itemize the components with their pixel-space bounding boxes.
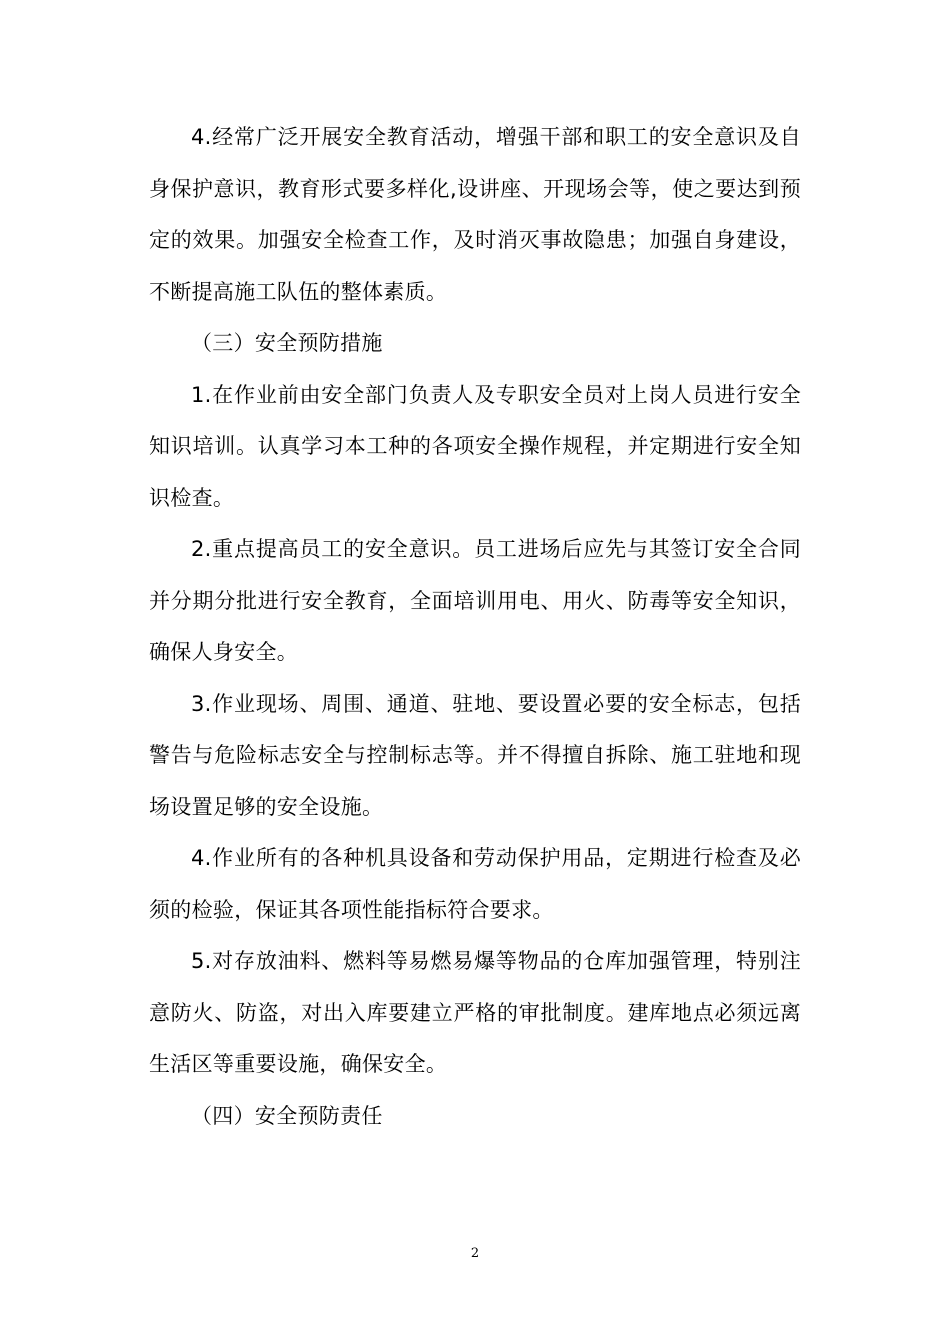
section-heading-safety-measures: （三）安全预防措施 bbox=[191, 331, 383, 355]
paragraph-pre-work-training: 1.在作业前由安全部门负责人及专职安全员对上岗人员进行安全知识培训。认真学习本工种的各项安全操作规程，并定期进行安全知识检查。 bbox=[149, 382, 801, 510]
document-body bbox=[149, 112, 801, 1142]
paragraph-education-activities: 4.经常广泛开展安全教育活动，增强干部和职工的安全意识及自身保护意识，教育形式要多样化,设讲座、开现场会等，使之要达到预定的效果。加强安全检查工作，及时消灭事故隐患；加强自身建设，不断提高施工队伍的整体素质。 bbox=[149, 125, 801, 304]
paragraph-safety-awareness: 2.重点提高员工的安全意识。员工进场后应先与其签订安全合同并分期分批进行安全教育，全面培训用电、用火、防毒等安全知识，确保人身安全。 bbox=[149, 537, 801, 664]
paragraph-warehouse-management: 5.对存放油料、燃料等易燃易爆等物品的仓库加强管理，特别注意防火、防盗，对出入库要建立严格的审批制度。建库地点必须远离生活区等重要设施，确保安全。 bbox=[149, 949, 801, 1076]
section-heading-safety-responsibility: （四）安全预防责任 bbox=[191, 1103, 383, 1128]
paragraph-safety-signs: 3.作业现场、周围、通道、驻地、要设置必要的安全标志，包括警告与危险标志安全与控制标志等。并不得擅自拆除、施工驻地和现场设置足够的安全设施。 bbox=[149, 691, 801, 819]
page-number: 2 bbox=[470, 1246, 480, 1261]
paragraph-equipment-inspection: 4.作业所有的各种机具设备和劳动保护用品，定期进行检查及必须的检验，保证其各项性能指标符合要求。 bbox=[149, 846, 801, 922]
